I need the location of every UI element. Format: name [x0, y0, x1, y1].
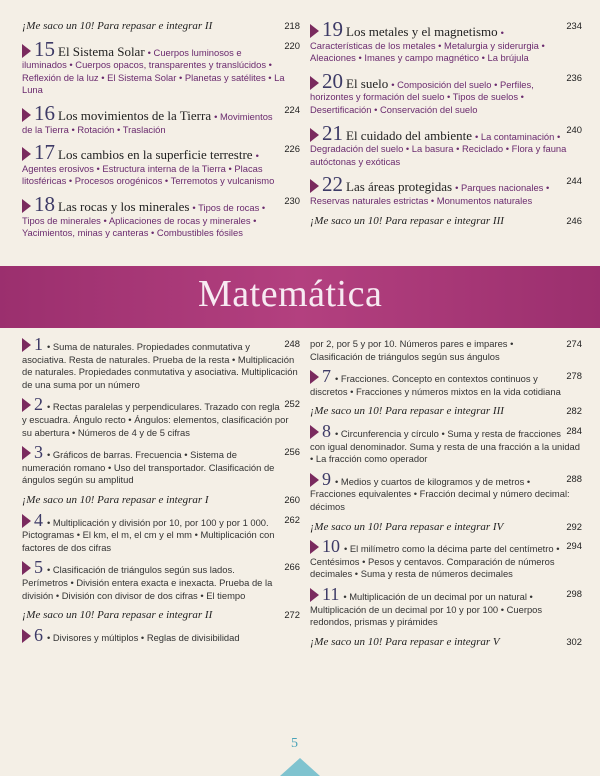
chapter-number: 8	[322, 420, 331, 441]
chapter-title: El cuidado del ambiente	[346, 127, 472, 143]
chapter-arrow-icon	[310, 425, 319, 439]
chapter-topics: • Multiplicación de un decimal por un natural • Multiplicación de un decimal por 10 y por 100 • Cuerpos redondos, prismas y pirámides	[310, 590, 543, 628]
toc-entry	[310, 172, 582, 207]
page-ref: 252	[284, 398, 300, 410]
page-ref: 302	[566, 635, 582, 647]
page-ref: 248	[284, 338, 300, 349]
chapter-arrow-icon	[310, 588, 319, 602]
math-column-left	[22, 334, 300, 651]
chapter-topics: • Parques nacionales • Reservas naturales estrictas • Monumentos naturales	[310, 182, 550, 206]
page-ref: 274	[566, 338, 582, 349]
toc-entry	[22, 191, 300, 240]
toc-entry	[310, 583, 582, 629]
chapter-topics: • Suma de naturales. Propiedades conmutativa y asociativa. Resta de naturales. Prueba de la resta • Multiplicación de naturales. Propiedades conmutativa y asociativa. Multiplicación de una suma por un número	[22, 341, 298, 390]
chapter-topics: • Gráficos de barras. Frecuencia • Sistema de numeración romano • Uso del transportador. Clasificación de ángulos según su amplitud	[22, 449, 275, 486]
page-ref: 278	[566, 370, 582, 382]
review-title: ¡Me saco un 10! Para repasar e integrar II	[22, 20, 213, 32]
chapter-title: Los movimientos de la Tierra	[58, 107, 212, 123]
chapter-arrow-icon	[22, 108, 31, 122]
chapter-topics: • Clasificación de triángulos según sus lados. Perímetros • División entera exacta e inexacta. Prueba de la división • División con divisor de dos cifras • El tiempo	[22, 564, 273, 601]
review-entry	[310, 521, 582, 534]
review-title: ¡Me saco un 10! Para repasar e integrar II	[22, 609, 213, 622]
page-ref: 256	[284, 446, 300, 458]
toc-entry	[310, 468, 582, 514]
review-title: ¡Me saco un 10! Para repasar e integrar III	[310, 214, 504, 227]
page-number: 5	[291, 736, 298, 751]
chapter-arrow-icon	[22, 147, 31, 161]
page-ref: 230	[284, 194, 300, 206]
section-title: Matemática	[198, 273, 383, 315]
toc-entry	[22, 36, 300, 97]
page-ref: 244	[566, 175, 582, 187]
chapter-number: 1	[34, 334, 43, 354]
page-ref: 292	[566, 520, 582, 532]
chapter-number: 16	[34, 100, 55, 125]
chapter-topics: • Tipos de rocas • Tipos de minerales • Aplicaciones de rocas y minerales • Yacimientos, minas y canteras • Combustibles fósiles	[22, 201, 266, 239]
toc-entry	[310, 17, 582, 65]
toc-entry	[22, 557, 300, 602]
chapter-topics: • Divisores y múltiplos • Reglas de divisibilidad	[47, 631, 240, 643]
chapter-number: 10	[322, 536, 340, 557]
page-ref: 236	[566, 71, 582, 83]
chapter-arrow-icon	[22, 514, 31, 528]
chapter-arrow-icon	[310, 179, 319, 193]
review-title: ¡Me saco un 10! Para repasar e integrar I	[22, 493, 209, 506]
chapter-number: 15	[34, 36, 55, 61]
toc-entry	[310, 536, 582, 581]
page-ref: 272	[284, 609, 300, 621]
review-title: ¡Me saco un 10! Para repasar e integrar IV	[310, 520, 504, 533]
chapter-number: 9	[322, 468, 331, 489]
chapter-topics: • Cuerpos luminosos e iluminados • Cuerpos opacos, transparentes y translúcidos • Reflexión de la luz • El Sistema Solar • Planetas y satélites • La Luna	[22, 46, 285, 96]
chapter-topics: • Movimientos de la Tierra • Rotación • Traslación	[22, 110, 273, 135]
chapter-number: 3	[34, 442, 43, 463]
chapter-arrow-icon	[22, 446, 31, 460]
chapter-arrow-icon	[22, 561, 31, 575]
toc-entry	[22, 334, 300, 391]
chapter-topics: • La contaminación • Degradación del suelo • La basura • Reciclado • Flora y fauna autóctonas y exóticas	[310, 130, 567, 167]
toc-entry	[310, 120, 582, 169]
chapter-topics: • Circunferencia y círculo • Suma y resta de fracciones con igual denominador. Suma y resta de una fracción a la unidad • La fracción como operador	[310, 427, 580, 465]
chapter-topics: • Fracciones. Concepto en contextos continuos y discretos • Fracciones y números mixtos en la vida cotidiana	[310, 373, 561, 397]
chapter-number: 21	[322, 120, 343, 145]
chapter-arrow-icon	[22, 44, 31, 58]
page-ref: 220	[284, 39, 300, 51]
chapter-title: Las áreas protegidas	[346, 179, 453, 195]
math-column-right	[310, 338, 582, 655]
chapter-topics: • Composición del suelo • Perfiles, horizontes y formación del suelo • Tipos de suelos • Desertificación • Conservación del suelo	[310, 78, 534, 115]
chapter-topics: por 2, por 5 y por 10. Números pares e impares • Clasificación de triángulos según sus ángulos	[310, 338, 514, 362]
toc-entry	[22, 100, 300, 136]
chapter-arrow-icon	[310, 24, 319, 38]
review-entry	[310, 405, 582, 418]
page-ref: 298	[566, 587, 582, 599]
chapter-number: 7	[322, 366, 331, 387]
chapter-title: El Sistema Solar	[58, 43, 145, 59]
toc-entry	[22, 624, 300, 645]
page-ref: 260	[284, 493, 300, 505]
toc-entry	[22, 509, 300, 555]
chapter-number: 18	[34, 191, 55, 216]
toc-entry	[310, 366, 582, 398]
review-entry	[310, 636, 582, 649]
chapter-arrow-icon	[310, 76, 319, 90]
toc-entry	[22, 394, 300, 439]
chapter-arrow-icon	[310, 370, 319, 384]
chapter-number: 11	[322, 583, 340, 604]
chapter-number: 4	[34, 509, 43, 530]
page-ref: 288	[566, 472, 582, 484]
chapter-title: Los metales y el magnetismo	[346, 24, 498, 39]
chapter-number: 17	[34, 140, 55, 165]
chapter-topics: • Características de los metales • Metalurgia y siderurgia • Aleaciones • Imanes y campo magnético • La brújula	[310, 27, 545, 64]
toc-entry	[22, 442, 300, 487]
chapter-number: 20	[322, 68, 343, 93]
chapter-topics: • Rectas paralelas y perpendiculares. Trazado con regla y escuadra. Ángulo recto • Ángulos: elementos, clasificación por su abertura • Números de 4 y de 5 cifras	[22, 401, 289, 438]
chapter-arrow-icon	[310, 473, 319, 487]
page-ref: 234	[566, 20, 582, 31]
page-ref: 262	[284, 513, 300, 525]
chapter-title: Las rocas y los minerales	[58, 198, 190, 214]
page-ref: 224	[284, 103, 300, 115]
page-ref: 282	[566, 405, 582, 417]
chapter-topics: • Multiplicación y división por 10, por 100 y por 1 000. Pictogramas • El km, el m, el cm y el mm • Multiplicación con factores de dos cifras	[22, 516, 275, 553]
chapter-arrow-icon	[22, 629, 31, 643]
review-entry	[22, 609, 300, 622]
toc-entry	[310, 68, 582, 117]
chapter-number: 5	[34, 557, 43, 578]
toc-entry	[22, 140, 300, 188]
page-ref: 218	[284, 20, 300, 31]
chapter-topics: • El milímetro como la décima parte del centímetro • Centésimos • Pesos y centavos. Comparación de números decimales • Suma y resta de números decimales	[310, 543, 560, 580]
review-title: ¡Me saco un 10! Para repasar e integrar III	[310, 405, 504, 418]
science-column-right	[310, 17, 582, 234]
review-entry	[310, 215, 582, 228]
chapter-arrow-icon	[22, 398, 31, 412]
chapter-title: El suelo	[346, 75, 389, 91]
chapter-arrow-icon	[310, 128, 319, 142]
page-ref: 246	[566, 214, 582, 226]
chapter-number: 6	[34, 624, 43, 645]
chapter-topics: • Medios y cuartos de kilogramos y de metros • Fracciones equivalentes • Fracción decimal y número decimal: décimos	[310, 475, 570, 512]
page-ref: 266	[284, 561, 300, 573]
page-ref: 294	[566, 540, 582, 552]
page-ref: 284	[566, 424, 582, 436]
page-ref: 226	[284, 143, 300, 155]
review-entry	[22, 494, 300, 507]
page-ref: 240	[566, 123, 582, 135]
chapter-number: 22	[322, 172, 343, 197]
chapter-number: 2	[34, 394, 43, 415]
chapter-arrow-icon	[22, 199, 31, 213]
chapter-number: 19	[322, 17, 343, 41]
chapter-arrow-icon	[22, 338, 31, 352]
toc-entry	[310, 420, 582, 466]
review-entry	[22, 20, 300, 33]
page-tab-decoration	[280, 758, 320, 776]
chapter-arrow-icon	[310, 540, 319, 554]
science-column-left	[22, 20, 300, 247]
toc-entry	[310, 338, 582, 363]
review-title: ¡Me saco un 10! Para repasar e integrar V	[310, 635, 500, 648]
chapter-title: Los cambios en la superficie terrestre	[58, 147, 253, 163]
chapter-topics: • Agentes erosivos • Estructura interna de la Tierra • Placas litosféricas • Procesos orogénicos • Terremotos y vulcanismo	[22, 150, 275, 187]
